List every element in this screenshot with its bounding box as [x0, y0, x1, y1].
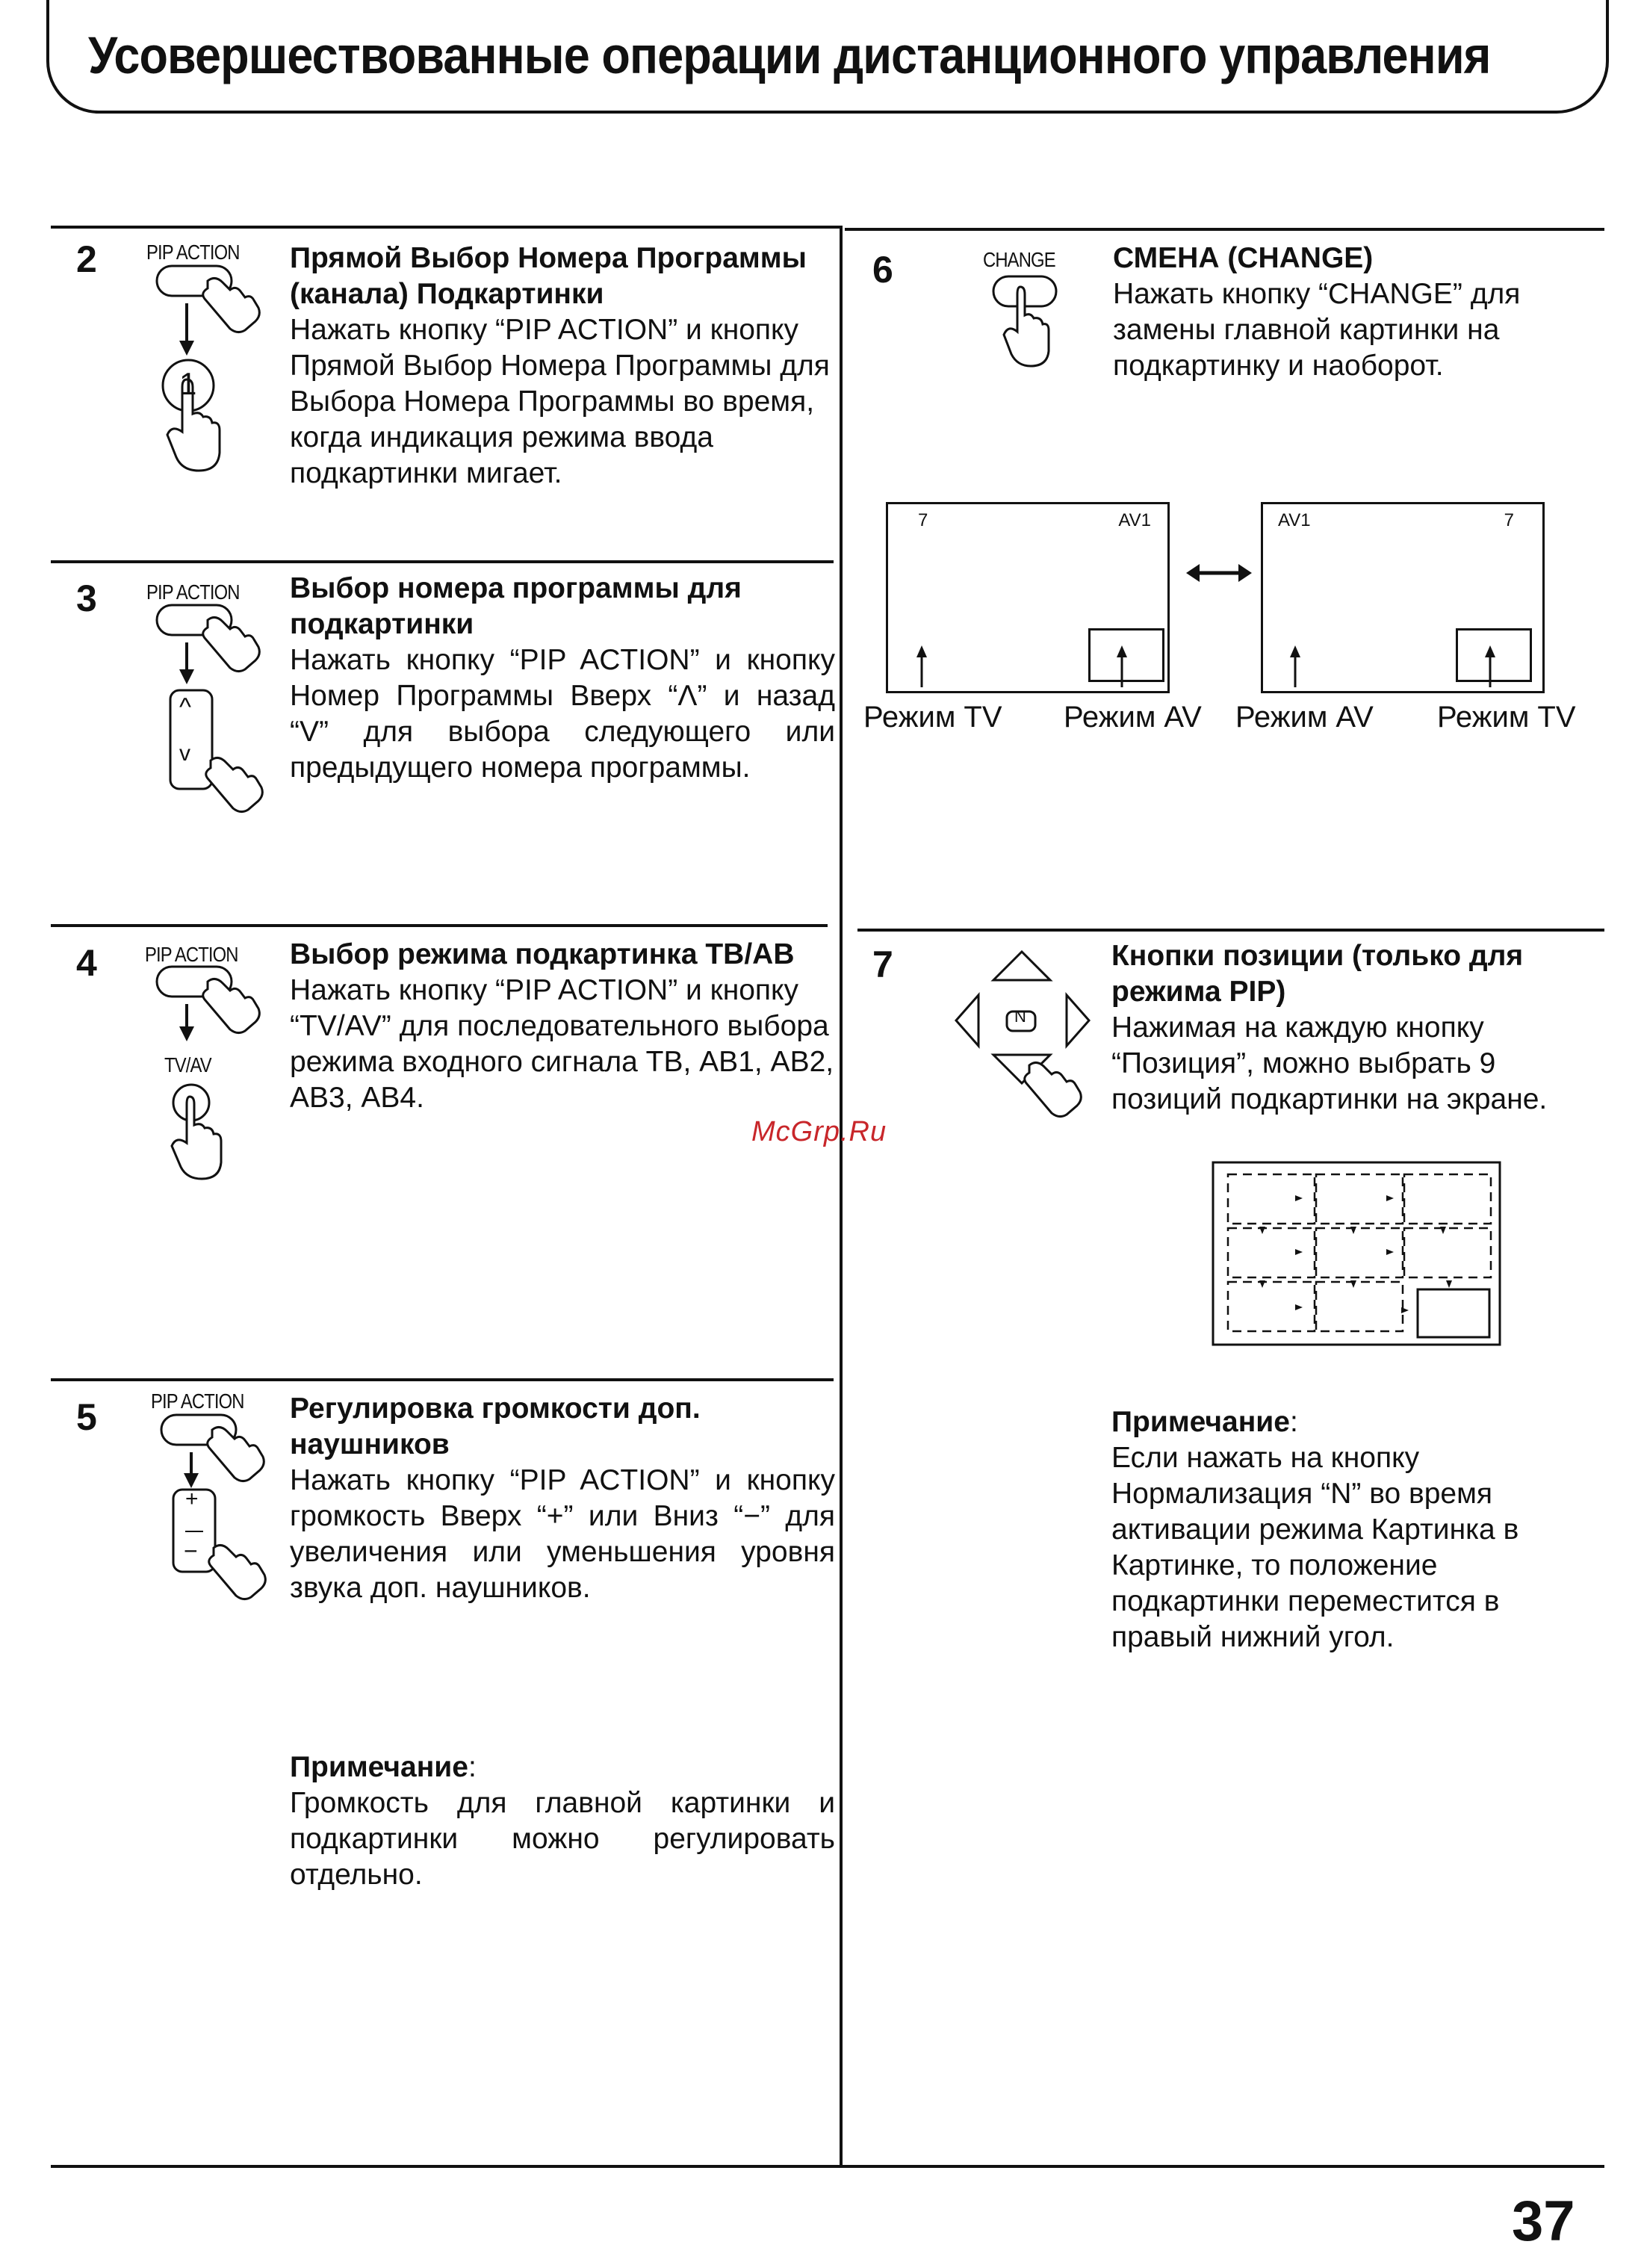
step-7-note-text: Если нажать на кнопку Нормализация “N” во время активации режима Картинка в Картинке, то положение подкартинки переместится в правый нижний угол.	[1111, 1442, 1519, 1653]
channel-down-label: v	[179, 741, 190, 766]
step-5-note-label: Примечание	[290, 1751, 468, 1783]
caption-av-mode-1: Режим AV	[1064, 701, 1202, 734]
step-7-title: Кнопки позиции (только для режима PIP)	[1111, 940, 1524, 1008]
step-2-number: 2	[76, 238, 97, 280]
step-5-number: 5	[76, 1396, 97, 1438]
divider-bottom	[51, 2165, 1604, 2168]
step-4-number: 4	[76, 942, 97, 984]
pip-position-grid	[1212, 1161, 1503, 1348]
screen-right-channel: 7	[1504, 510, 1514, 530]
step-6-title: СМЕНА (CHANGE)	[1113, 242, 1374, 274]
step-5-note-text: Громкость для главной картинки и подкартинки можно регулировать отдельно.	[290, 1787, 835, 1891]
swap-arrow-icon	[1185, 562, 1253, 584]
screen-left-input: AV1	[1118, 510, 1151, 530]
step-5-text: Нажать кнопку “PIP ACTION” и кнопку громкость Вверх “+” или Вниз “−” для увеличения или уменьшения уровня звука доп. наушников.	[290, 1464, 835, 1604]
page-number: 37	[1512, 2190, 1575, 2253]
caption-tv-mode-2: Режим TV	[1437, 701, 1576, 734]
pip-action-button-icon	[142, 961, 276, 1065]
divider-step7	[857, 929, 1604, 932]
step-4-content	[290, 937, 835, 1116]
step-6-number: 6	[872, 249, 893, 291]
volume-plus-label: +	[185, 1487, 199, 1511]
step-2-title: Прямой Выбор Номера Программы (канала) Подкартинки	[290, 242, 807, 310]
divider-step3	[51, 560, 834, 563]
page-title: Усовершествованные операции дистанционного управления	[88, 26, 1491, 84]
step-5-title: Регулировка громкости доп. наушников	[290, 1392, 701, 1460]
step-3-button-label: PIP ACTION	[146, 580, 240, 604]
screen-left-channel: 7	[918, 510, 928, 530]
step-2-content	[290, 241, 835, 492]
step-7-text: Нажимая на каждую кнопку “Позиция”, можно выбрать 9 позиций подкартинки на экране.	[1111, 1011, 1548, 1115]
step-7-content	[1111, 938, 1597, 1118]
change-button-icon	[986, 272, 1068, 377]
divider-top-left	[51, 226, 840, 229]
channel-up-label: ^	[179, 693, 191, 722]
volume-minus-label: −	[184, 1537, 198, 1564]
step-7-number: 7	[872, 944, 893, 985]
step-5-button-label: PIP ACTION	[151, 1389, 244, 1413]
column-divider	[840, 226, 843, 2165]
divider-step5	[51, 1378, 834, 1381]
position-buttons-icon	[949, 946, 1098, 1110]
key-1-label: 1	[179, 366, 197, 401]
step-3-content	[290, 571, 835, 786]
step-4-button-label: PIP ACTION	[145, 943, 238, 966]
hand-press-icon	[164, 1082, 239, 1194]
watermark: McGrp.Ru	[751, 1116, 887, 1147]
pointer-arrows	[881, 642, 1554, 687]
step-5-content	[290, 1391, 835, 1606]
normalize-key-label: N	[1014, 1007, 1026, 1026]
step-3-title: Выбор номера программы для подкартинки	[290, 572, 742, 640]
step-3-text: Нажать кнопку “PIP ACTION” и кнопку Номер Программы Вверх “Λ” и назад “V” для выбора следующего или предыдущего номера программы.	[290, 644, 835, 784]
caption-av-mode-2: Режим AV	[1235, 701, 1374, 734]
step-2-button-label: PIP ACTION	[146, 241, 240, 264]
caption-tv-mode-1: Режим TV	[863, 701, 1002, 734]
tv-av-button-label: TV/AV	[164, 1053, 211, 1076]
step-7-note: Примечание: Если нажать на кнопку Нормализация “N” во время активации режима Картинка в Картинке, то положение подкартинки переместится в правый нижний угол.	[1111, 1404, 1597, 1655]
step-5-note: Примечание: Громкость для главной картинки и подкартинки можно регулировать отдельно.	[290, 1750, 835, 1893]
divider-step4	[51, 924, 828, 927]
change-button-label: CHANGE	[983, 248, 1055, 271]
step-3-number: 3	[76, 577, 97, 619]
step-4-title: Выбор режима подкартинка ТВ/АВ	[290, 938, 795, 970]
divider-top-right	[845, 228, 1604, 231]
step-6-text: Нажать кнопку “CHANGE” для замены главной картинки на подкартинку и наоборот.	[1113, 278, 1521, 382]
step-6-content	[1113, 241, 1591, 384]
step-7-note-label: Примечание	[1111, 1406, 1290, 1438]
step-2-text: Нажать кнопку “PIP ACTION” и кнопку Прямой Выбор Номера Программы для Выбора Номера Программы во время, когда индикация режима ввода подкартинки мигает.	[290, 314, 830, 489]
screen-right-input: AV1	[1278, 510, 1311, 530]
step-4-text: Нажать кнопку “PIP ACTION” и кнопку “TV/AV” для последовательного выбора режима входного сигнала ТВ, АВ1, АВ2, АВ3, АВ4.	[290, 974, 834, 1114]
